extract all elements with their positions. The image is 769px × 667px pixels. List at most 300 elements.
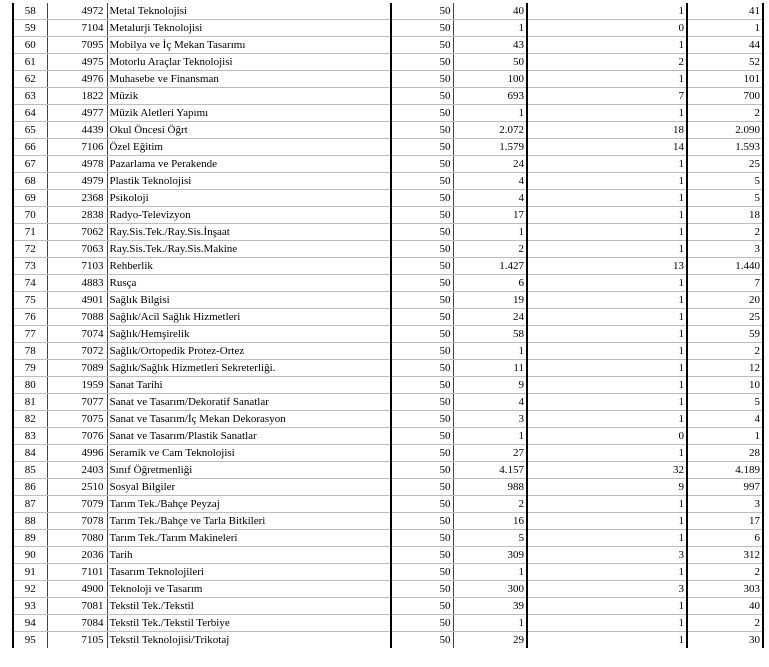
code-cell: 4976 [47, 71, 107, 88]
preference-cell: 1 [453, 428, 527, 445]
quota-cell: 50 [391, 411, 453, 428]
quota-cell: 50 [391, 20, 453, 37]
extra-cell: 2 [527, 54, 687, 71]
extra-cell: 1 [527, 37, 687, 54]
code-cell: 7078 [47, 513, 107, 530]
quota-cell: 50 [391, 564, 453, 581]
program-name-cell: Özel Eğitim [107, 139, 391, 156]
program-name-cell: Ray.Sis.Tek./Ray.Sis.İnşaat [107, 224, 391, 241]
extra-cell: 1 [527, 241, 687, 258]
total-cell: 25 [687, 309, 763, 326]
quota-cell: 50 [391, 326, 453, 343]
preference-cell: 1 [453, 224, 527, 241]
row-number-cell: 80 [13, 377, 47, 394]
row-number-cell: 85 [13, 462, 47, 479]
table-row [13, 496, 763, 513]
row-number-cell: 82 [13, 411, 47, 428]
total-cell: 10 [687, 377, 763, 394]
table-row [13, 581, 763, 598]
quota-cell: 50 [391, 258, 453, 275]
extra-cell: 0 [527, 428, 687, 445]
code-cell: 7104 [47, 20, 107, 37]
row-number-cell: 68 [13, 173, 47, 190]
row-number-cell: 79 [13, 360, 47, 377]
extra-cell: 1 [527, 224, 687, 241]
table-row [13, 445, 763, 462]
total-cell: 40 [687, 598, 763, 615]
table-row [13, 173, 763, 190]
code-cell: 7105 [81, 634, 104, 646]
total-cell: 312 [687, 547, 763, 564]
total-cell: 6 [687, 530, 763, 547]
program-name-cell: Plastik Teknolojisi [107, 173, 391, 190]
table-row [13, 326, 763, 343]
table-row [13, 343, 763, 360]
preference-cell: 4 [453, 394, 527, 411]
extra-cell: 9 [527, 479, 687, 496]
code-cell: 7095 [47, 37, 107, 54]
code-cell: 7106 [47, 139, 107, 156]
program-name-cell: Tarım Tek./Tarım Makineleri [107, 530, 391, 547]
quota-cell: 50 [391, 88, 453, 105]
preference-cell: 1 [453, 105, 527, 122]
preference-cell: 29 [453, 632, 527, 649]
code-cell: 4439 [47, 122, 107, 139]
preference-cell: 9 [453, 377, 527, 394]
preference-cell: 1 [453, 615, 527, 632]
preference-cell: 2 [453, 241, 527, 258]
quota-cell: 50 [391, 122, 453, 139]
code-cell: 7089 [47, 360, 107, 377]
total-cell: 997 [687, 479, 763, 496]
extra-cell: 1 [527, 190, 687, 207]
row-number-cell: 91 [13, 564, 47, 581]
program-name-cell: Müzik [107, 88, 391, 105]
preference-cell: 309 [453, 547, 527, 564]
preference-cell: 50 [453, 54, 527, 71]
program-name-cell: Sağlık Bilgisi [107, 292, 391, 309]
preference-cell: 24 [453, 156, 527, 173]
row-number-cell: 63 [13, 88, 47, 105]
table-row [13, 564, 763, 581]
row-number-cell: 62 [13, 71, 47, 88]
preference-cell: 1 [453, 20, 527, 37]
program-name-cell: Tarım Tek./Bahçe ve Tarla Bitkileri [107, 513, 391, 530]
row-number-cell: 61 [13, 54, 47, 71]
total-cell: 59 [687, 326, 763, 343]
code-cell: 7063 [47, 241, 107, 258]
code-cell: 7101 [47, 564, 107, 581]
table-row [13, 428, 763, 445]
program-name-cell: Sanat ve Tasarım/İç Mekan Dekorasyon [107, 411, 391, 428]
program-name-cell: Sağlık/Ortopedik Protez-Ortez [107, 343, 391, 360]
quota-cell: 50 [391, 190, 453, 207]
preference-cell: 6 [453, 275, 527, 292]
preference-cell: 4 [453, 190, 527, 207]
table-row [13, 122, 763, 139]
program-name-cell: Ray.Sis.Tek./Ray.Sis.Makine [107, 241, 391, 258]
row-number-cell: 95 [13, 632, 47, 649]
preference-cell: 693 [453, 88, 527, 105]
preference-cell: 19 [453, 292, 527, 309]
preference-cell: 39 [453, 598, 527, 615]
code-cell: 7081 [47, 598, 107, 615]
extra-cell: 1 [527, 173, 687, 190]
extra-cell: 1 [527, 292, 687, 309]
quota-cell: 50 [391, 156, 453, 173]
code-cell: 2036 [47, 547, 107, 564]
row-number-cell: 73 [13, 258, 47, 275]
extra-cell: 1 [527, 360, 687, 377]
row-number-cell: 59 [13, 20, 47, 37]
preference-cell: 17 [453, 207, 527, 224]
program-name-cell: Teknoloji ve Tasarım [107, 581, 391, 598]
row-number-cell: 88 [13, 513, 47, 530]
row-number-cell: 70 [13, 207, 47, 224]
program-name-cell: Sanat ve Tasarım/Dekoratif Sanatlar [107, 394, 391, 411]
quota-cell: 50 [391, 513, 453, 530]
row-number-cell: 69 [13, 190, 47, 207]
program-name-cell: Okul Öncesi Öğrt [107, 122, 391, 139]
quota-cell: 50 [391, 377, 453, 394]
preference-cell: 40 [453, 3, 527, 20]
extra-cell: 1 [527, 275, 687, 292]
program-name-cell: Rehberlik [107, 258, 391, 275]
row-number-cell: 76 [13, 309, 47, 326]
table-row [13, 258, 763, 275]
extra-cell: 3 [527, 581, 687, 598]
quota-cell: 50 [391, 445, 453, 462]
row-number-cell: 74 [13, 275, 47, 292]
extra-cell: 1 [527, 564, 687, 581]
extra-cell: 1 [527, 207, 687, 224]
row-number-cell: 87 [13, 496, 47, 513]
quota-cell: 50 [391, 54, 453, 71]
preference-cell: 1 [453, 343, 527, 360]
extra-cell: 1 [527, 615, 687, 632]
extra-cell: 1 [527, 3, 687, 20]
quota-cell: 50 [391, 224, 453, 241]
extra-cell: 1 [527, 394, 687, 411]
quota-cell: 50 [391, 139, 453, 156]
preference-cell: 100 [453, 71, 527, 88]
table-row [13, 20, 763, 37]
table-row [13, 105, 763, 122]
code-cell: 7074 [47, 326, 107, 343]
code-cell: 2368 [47, 190, 107, 207]
program-name-cell: Tarım Tek./Bahçe Peyzaj [107, 496, 391, 513]
total-cell: 2 [687, 615, 763, 632]
table-row [13, 190, 763, 207]
total-cell: 25 [687, 156, 763, 173]
total-cell: 1.593 [687, 139, 763, 156]
extra-cell: 1 [527, 71, 687, 88]
extra-cell: 1 [527, 411, 687, 428]
row-number-cell: 60 [13, 37, 47, 54]
code-cell: 4979 [47, 173, 107, 190]
total-cell: 28 [687, 445, 763, 462]
total-cell: 12 [687, 360, 763, 377]
table-row [13, 632, 763, 649]
table-row [13, 360, 763, 377]
program-name-cell: Tekstil Teknolojisi/Trikotaj [107, 632, 391, 649]
quota-cell: 50 [391, 241, 453, 258]
row-number-cell: 78 [13, 343, 47, 360]
row-number-cell: 58 [13, 3, 47, 20]
quota-cell: 50 [391, 309, 453, 326]
code-cell: 1822 [47, 88, 107, 105]
extra-cell: 32 [527, 462, 687, 479]
quota-cell: 50 [391, 615, 453, 632]
program-name-cell: Tekstil Tek./Tekstil Terbiye [107, 615, 391, 632]
quota-cell: 50 [391, 3, 453, 20]
row-number-cell: 81 [13, 394, 47, 411]
row-number-cell: 75 [13, 292, 47, 309]
table-row [13, 513, 763, 530]
extra-cell: 1 [527, 445, 687, 462]
table-row [13, 615, 763, 632]
table-row [13, 411, 763, 428]
quota-cell: 50 [391, 496, 453, 513]
quota-cell: 50 [391, 343, 453, 360]
row-number-cell: 93 [13, 598, 47, 615]
total-cell: 2 [687, 105, 763, 122]
extra-cell: 18 [527, 122, 687, 139]
preference-cell: 24 [453, 309, 527, 326]
total-cell: 5 [687, 394, 763, 411]
row-number-cell: 67 [13, 156, 47, 173]
preference-cell: 988 [453, 479, 527, 496]
total-cell: 4 [687, 411, 763, 428]
code-cell: 7079 [47, 496, 107, 513]
code-cell: 7080 [47, 530, 107, 547]
extra-cell: 1 [527, 598, 687, 615]
preference-cell: 3 [453, 411, 527, 428]
total-cell: 44 [687, 37, 763, 54]
extra-cell: 1 [527, 496, 687, 513]
extra-cell: 3 [527, 547, 687, 564]
program-name-cell: Pazarlama ve Perakende [107, 156, 391, 173]
table-row [13, 462, 763, 479]
program-name-cell: Müzik Aletleri Yapımı [107, 105, 391, 122]
table-row [13, 156, 763, 173]
table-row [13, 54, 763, 71]
quota-cell: 50 [391, 360, 453, 377]
code-cell: 1959 [47, 377, 107, 394]
code-cell: 7062 [47, 224, 107, 241]
table-row [13, 530, 763, 547]
quota-cell: 50 [391, 292, 453, 309]
table-row [13, 207, 763, 224]
total-cell: 2.090 [687, 122, 763, 139]
total-cell: 2 [687, 564, 763, 581]
quota-cell: 50 [391, 479, 453, 496]
program-name-cell: Tasarım Teknolojileri [107, 564, 391, 581]
total-cell: 4.189 [687, 462, 763, 479]
table-row [13, 309, 763, 326]
preference-cell: 5 [453, 530, 527, 547]
extra-cell: 1 [527, 632, 687, 649]
code-cell: 2510 [47, 479, 107, 496]
code-cell: 4972 [47, 3, 107, 20]
code-cell: 4977 [47, 105, 107, 122]
extra-cell: 1 [527, 343, 687, 360]
program-name-cell: Tekstil Tek./Tekstil [107, 598, 391, 615]
table-row [13, 224, 763, 241]
program-name-cell: Mobilya ve İç Mekan Tasarımı [107, 37, 391, 54]
code-cell: 4978 [47, 156, 107, 173]
table-row [13, 3, 763, 20]
code-cell: 7077 [47, 394, 107, 411]
total-cell: 5 [687, 173, 763, 190]
program-name-cell: Muhasebe ve Finansman [107, 71, 391, 88]
preference-cell: 1.427 [453, 258, 527, 275]
program-name-cell: Sağlık/Hemşirelik [107, 326, 391, 343]
total-cell: 17 [687, 513, 763, 530]
extra-cell: 14 [527, 139, 687, 156]
row-number-cell: 83 [13, 428, 47, 445]
row-number-cell: 94 [13, 615, 47, 632]
total-cell: 1 [687, 428, 763, 445]
quota-cell: 50 [391, 394, 453, 411]
quota-cell: 50 [391, 462, 453, 479]
extra-cell: 1 [527, 530, 687, 547]
row-number-cell: 72 [13, 241, 47, 258]
extra-cell: 13 [527, 258, 687, 275]
code-cell: 7103 [47, 258, 107, 275]
total-cell: 52 [687, 54, 763, 71]
preference-cell: 4 [453, 173, 527, 190]
row-number-cell: 90 [13, 547, 47, 564]
quota-cell: 50 [391, 105, 453, 122]
table-row [13, 598, 763, 615]
quota-cell: 50 [391, 581, 453, 598]
preference-cell: 2.072 [453, 122, 527, 139]
preference-cell: 58 [453, 326, 527, 343]
extra-cell: 1 [527, 156, 687, 173]
data-table [12, 3, 764, 648]
program-name-cell: Radyo-Televizyon [107, 207, 391, 224]
total-cell: 7 [687, 275, 763, 292]
extra-cell: 1 [527, 105, 687, 122]
extra-cell: 1 [527, 377, 687, 394]
row-number-cell: 84 [13, 445, 47, 462]
total-cell: 30 [687, 632, 763, 649]
quota-cell: 50 [391, 428, 453, 445]
total-cell: 41 [687, 3, 763, 20]
preference-cell: 2 [453, 496, 527, 513]
total-cell: 2 [687, 224, 763, 241]
extra-cell: 7 [527, 88, 687, 105]
total-cell: 3 [687, 241, 763, 258]
preference-cell: 11 [453, 360, 527, 377]
table-body [13, 3, 763, 648]
total-cell: 20 [687, 292, 763, 309]
code-cell: 4901 [47, 292, 107, 309]
program-name-cell: Seramik ve Cam Teknolojisi [107, 445, 391, 462]
code-cell: 7075 [47, 411, 107, 428]
code-cell: 2838 [47, 207, 107, 224]
table-row [13, 71, 763, 88]
preference-cell: 1.579 [453, 139, 527, 156]
quota-cell: 50 [391, 632, 453, 649]
program-name-cell: Metal Teknolojisi [107, 3, 391, 20]
table-row [13, 394, 763, 411]
program-name-cell: Motorlu Araçlar Teknolojisi [107, 54, 391, 71]
program-name-cell: Sınıf Öğretmenliği [107, 462, 391, 479]
code-cell: 7076 [47, 428, 107, 445]
code-cell: 7088 [47, 309, 107, 326]
row-number-cell: 92 [13, 581, 47, 598]
total-cell: 700 [687, 88, 763, 105]
table-row [13, 88, 763, 105]
quota-cell: 50 [391, 37, 453, 54]
preference-cell: 27 [453, 445, 527, 462]
code-cell: 2403 [47, 462, 107, 479]
code-cell: 7084 [47, 615, 107, 632]
preference-cell: 16 [453, 513, 527, 530]
table-row [13, 275, 763, 292]
quota-cell: 50 [391, 598, 453, 615]
row-number-cell: 77 [13, 326, 47, 343]
row-number-cell: 64 [13, 105, 47, 122]
quota-cell: 50 [391, 275, 453, 292]
total-cell: 1 [687, 20, 763, 37]
quota-cell: 50 [391, 547, 453, 564]
program-name-cell: Psikoloji [107, 190, 391, 207]
extra-cell: 1 [527, 513, 687, 530]
code-cell: 4975 [47, 54, 107, 71]
program-name-cell: Sosyal Bilgiler [107, 479, 391, 496]
program-name-cell: Metalurji Teknolojisi [107, 20, 391, 37]
code-cell: 4996 [47, 445, 107, 462]
table-row [13, 241, 763, 258]
total-cell: 5 [687, 190, 763, 207]
program-name-cell: Sağlık/Acil Sağlık Hizmetleri [107, 309, 391, 326]
table-row [13, 479, 763, 496]
program-name-cell: Rusça [107, 275, 391, 292]
total-cell: 2 [687, 343, 763, 360]
total-cell: 1.440 [687, 258, 763, 275]
program-name-cell: Tarih [107, 547, 391, 564]
row-number-cell: 86 [13, 479, 47, 496]
row-number-cell: 65 [13, 122, 47, 139]
preference-cell: 4.157 [453, 462, 527, 479]
quota-cell: 50 [391, 207, 453, 224]
program-name-cell: Sanat Tarihi [107, 377, 391, 394]
row-number-cell: 71 [13, 224, 47, 241]
extra-cell: 0 [527, 20, 687, 37]
total-cell: 101 [687, 71, 763, 88]
code-cell: 7072 [47, 343, 107, 360]
total-cell: 303 [687, 581, 763, 598]
extra-cell: 1 [527, 326, 687, 343]
quota-cell: 50 [391, 530, 453, 547]
program-name-cell: Sanat ve Tasarım/Plastik Sanatlar [107, 428, 391, 445]
quota-cell: 50 [391, 173, 453, 190]
table-row [13, 377, 763, 394]
total-cell: 3 [687, 496, 763, 513]
table-row [13, 292, 763, 309]
total-cell: 18 [687, 207, 763, 224]
table-row [13, 139, 763, 156]
table-row [13, 37, 763, 54]
preference-cell: 1 [453, 564, 527, 581]
preference-cell: 300 [453, 581, 527, 598]
program-name-cell: Sağlık/Sağlık Hizmetleri Sekreterliği. [107, 360, 391, 377]
code-cell: 4900 [47, 581, 107, 598]
quota-cell: 50 [391, 71, 453, 88]
